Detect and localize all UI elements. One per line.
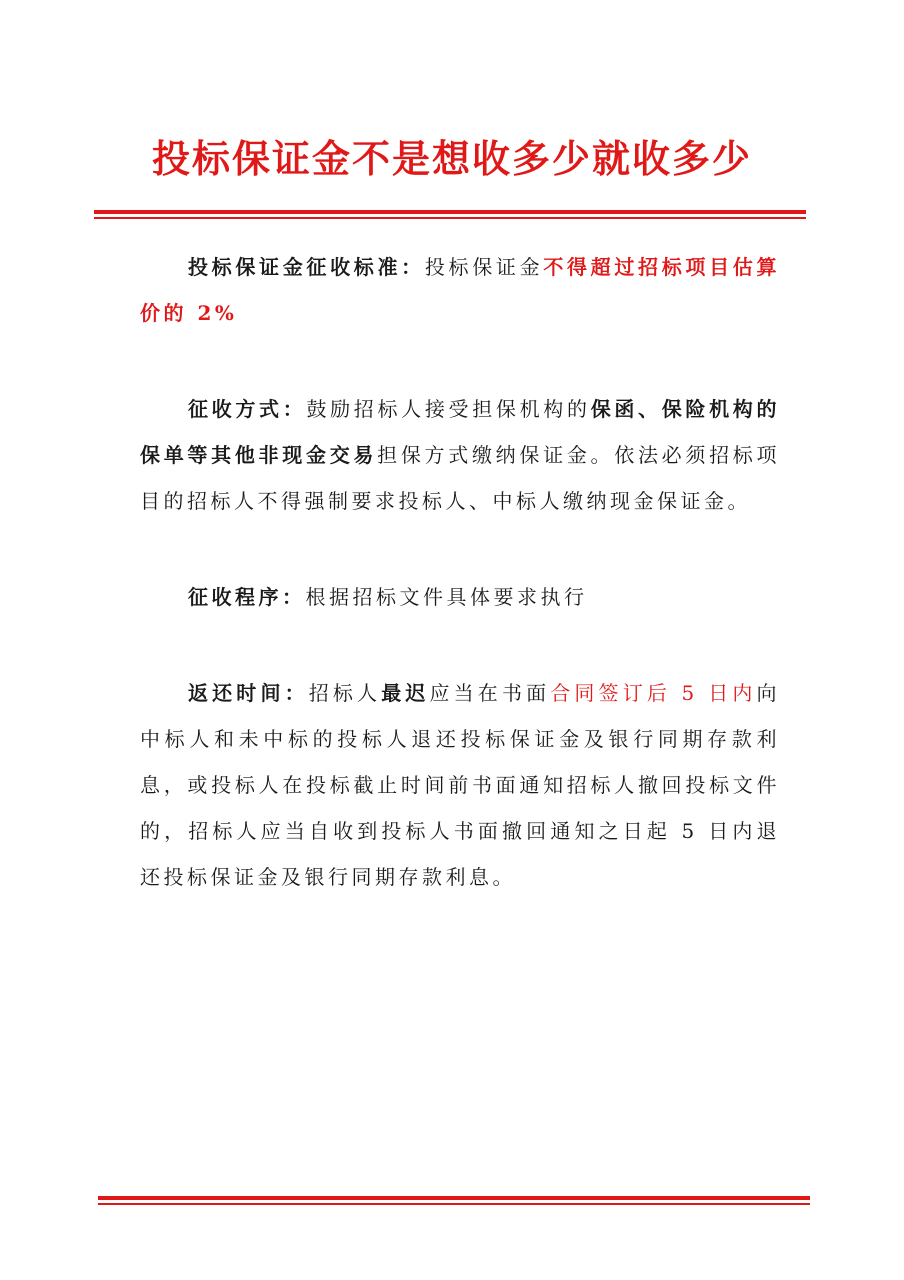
top-double-rule bbox=[94, 210, 806, 219]
refund-text-2: 应当在书面 bbox=[429, 681, 551, 705]
bottom-rule-thin-line bbox=[98, 1203, 810, 1205]
refund-text-3: 向中标人和未中标的投标人退还投标保证金及银行同期存款利息，或投标人在投标截止时间前书面通知招标人撤回投标文件的，招标人应当自收到投标人书面撤回通知之日起 5 日内退还投标保证金及银行同期存款利息。 bbox=[140, 681, 781, 889]
paragraph-procedure bbox=[140, 574, 780, 620]
method-text-2: 担保方式缴纳保证金。依法必须招标项目的招标人不得强制要求投标人、中标人缴纳现金保证金。 bbox=[140, 443, 781, 513]
paragraph-standard bbox=[140, 244, 780, 336]
refund-deadline-highlight: 合同签订后 5 日内 bbox=[550, 681, 757, 705]
bottom-double-rule bbox=[98, 1196, 810, 1205]
method-label: 征收方式： bbox=[188, 397, 307, 421]
standard-text: 投标保证金 bbox=[424, 255, 544, 279]
procedure-label: 征收程序： bbox=[188, 585, 306, 609]
paragraph-method bbox=[140, 386, 780, 524]
method-bold-highlight: 保函、保险机构的保单等其他非现金交易 bbox=[140, 397, 780, 467]
paragraph-refund bbox=[140, 670, 780, 900]
top-rule-thin-line bbox=[94, 217, 806, 219]
method-text-1: 鼓励招标人接受担保机构的 bbox=[306, 397, 591, 421]
refund-label: 返还时间： bbox=[188, 681, 309, 705]
page-title: 投标保证金不是想收多少就收多少 bbox=[151, 136, 752, 181]
refund-bold-highlight: 最迟 bbox=[381, 681, 430, 705]
refund-text-1: 招标人 bbox=[308, 681, 382, 705]
document-body bbox=[140, 244, 780, 900]
standard-label: 投标保证金征收标准： bbox=[188, 255, 425, 279]
standard-limit-highlight: 不得超过招标项目估算价的 2% bbox=[140, 255, 780, 325]
procedure-text: 根据招标文件具体要求执行 bbox=[305, 585, 588, 609]
